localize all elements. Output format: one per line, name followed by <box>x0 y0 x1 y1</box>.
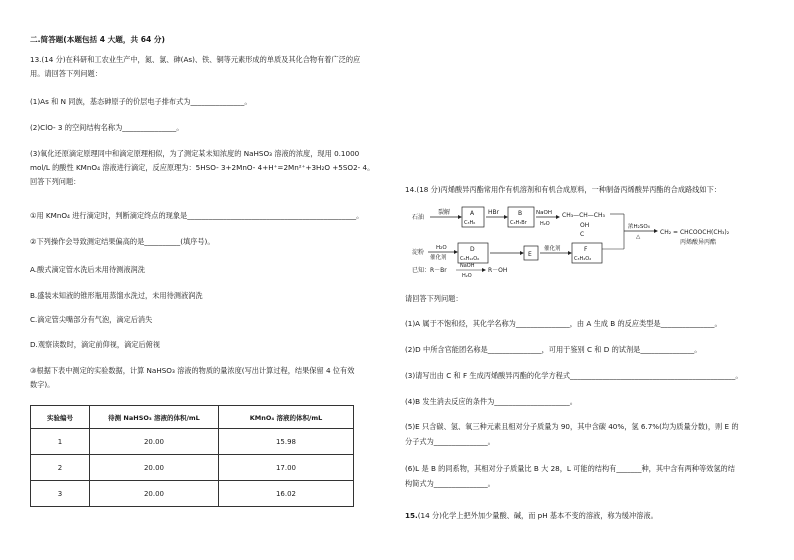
table-header-cell: 实验编号 <box>31 406 90 429</box>
isopropanol-formula: CH₃—CH—CH₃ <box>562 212 605 219</box>
q13-sub2: ②下列操作会导致测定结果偏高的是__________(填序号)。 <box>30 237 215 246</box>
scheme-shiyou: 石油 <box>412 214 425 221</box>
scheme-conc-h2so4: 浓H₂SO₄ <box>628 224 650 230</box>
q13-sub3-line2: 数字)。 <box>30 380 55 389</box>
scheme-starch: 淀粉 <box>412 249 425 256</box>
scheme-arrowhead <box>482 268 486 272</box>
scheme-naoh-cond: H₂O <box>540 221 550 227</box>
box-f-label: F <box>584 246 588 253</box>
titration-data-table <box>30 405 354 507</box>
box-b-label: B <box>518 210 523 217</box>
q13-part3-line2: mol/L 的酸性 KMnO₄ 溶液进行滴定，反应原理为：5HSO- 3+2MnO- 4+H⁺=2Mn²⁺+3H₂O +5SO2- 4。 <box>30 163 375 172</box>
box-f-formula: C₃H₄O₂ <box>574 256 592 262</box>
compound-c-label: C <box>580 231 585 238</box>
table-cell: 2 <box>31 455 90 481</box>
box-d-label: D <box>470 246 475 253</box>
table-header-cell: KMnO₄ 溶液的体积/mL <box>219 406 354 429</box>
table-cell: 1 <box>31 429 90 455</box>
q14-part1: (1)A 属于不饱和烃，其化学名称为_______________，由 A 生成 B 的反应类型是_______________。 <box>405 319 722 328</box>
q13-option-a: A.酸式滴定管水洗后未用待测液润洗 <box>30 265 145 274</box>
isopropanol-oh: OH <box>580 222 590 229</box>
known-cond-bottom: H₂O <box>462 273 472 279</box>
q14-part5-line1: (5)E 只含碳、氢、氧三种元素且相对分子质量为 90，其中含碳 40%，氢 6.7%(均为质量分数)，则 E 的 <box>405 422 739 431</box>
q14-part4: (4)B 发生消去反应的条件为_____________________。 <box>405 397 577 406</box>
scheme-arrowhead <box>458 215 462 219</box>
box-b-formula: C₃H₇Br <box>510 220 527 226</box>
synthesis-route-diagram <box>410 203 770 283</box>
q14-part6-line1: (6)L 是 B 的同系物，其相对分子质量比 B 大 28，L 可能的结构有_______种，其中含有两种等效氢的结 <box>405 464 735 473</box>
scheme-arrowhead <box>654 229 658 233</box>
table-cell: 15.98 <box>219 429 354 455</box>
scheme-arrowhead <box>556 215 560 219</box>
scheme-arrowhead <box>454 250 458 254</box>
scheme-h2o: H₂O <box>436 245 447 251</box>
scheme-heat: △ <box>636 234 641 240</box>
table-row <box>31 455 354 481</box>
scheme-arrowhead <box>504 215 508 219</box>
q14-part6-line2: 构简式为_______________。 <box>405 479 495 488</box>
table-row <box>31 429 354 455</box>
table-header-cell: 待测 NaHSO₃ 溶液的体积/mL <box>90 406 219 429</box>
table-cell: 20.00 <box>90 455 219 481</box>
box-a-label: A <box>470 210 475 217</box>
table-cell: 17.00 <box>219 455 354 481</box>
q14-part5-line2: 分子式为_______________。 <box>405 437 495 446</box>
scheme-catalyst: 催化剂 <box>430 255 447 261</box>
box-e-label: E <box>528 251 532 258</box>
q13-sub3-line1: ③根据下表中测定的实验数据，计算 NaHSO₃ 溶液的物质的量浓度(写出计算过程，结果保留 4 位有效 <box>30 366 355 375</box>
q14-part2: (2)D 中所含官能团名称是_______________，可用于鉴别 C 和 D 的试剂是_______________。 <box>405 345 702 354</box>
q14-part3: (3)请写出由 C 和 F 生成丙烯酸异丙酯的化学方程式______________________________________________。 <box>405 371 743 380</box>
q13-part1: (1)As 和 N 同族，基态砷原子的价层电子排布式为_______________。 <box>30 97 252 106</box>
q15-text: (14 分)化学上把外加少量酸、碱，而 pH 基本不变的溶液，称为缓冲溶液。 <box>417 511 658 520</box>
box-d-formula: C₆H₁₂O₆ <box>460 256 480 262</box>
table-header-row <box>31 406 354 429</box>
q15-intro <box>405 510 658 521</box>
q13-part3-line1: (3)氧化还原滴定原理同中和滴定原理相似，为了测定某未知浓度的 NaHSO₃ 溶液的浓度，现用 0.1000 <box>30 149 360 158</box>
q13-intro-line2: 用。请回答下列问题： <box>30 69 102 78</box>
q13-sub1: ①用 KMnO₄ 进行滴定时，判断滴定终点的现象是_______________________________________________。 <box>30 211 364 220</box>
product-formula: CH₂ = CHCOOCH(CH₃)₂ <box>660 229 730 236</box>
q13-option-d: D.观察读数时，滴定前仰视，滴定后俯视 <box>30 340 161 349</box>
section-heading: 二.简答题(本题包括 4 大题，共 64 分) <box>30 35 165 44</box>
q13-part2: (2)ClO- 3 的空间结构名称为_______________。 <box>30 123 184 132</box>
scheme-naoh: NaOH <box>536 210 552 216</box>
table-cell: 20.00 <box>90 481 219 507</box>
scheme-catalyst2: 催化剂 <box>544 246 561 252</box>
q14-intro: 14.(18 分)丙烯酸异丙酯常用作有机溶剂和有机合成原料，一种制备丙烯酸异丙酯的合成路线如下： <box>405 185 721 194</box>
scheme-crack: 裂解 <box>438 209 451 216</box>
known-cond-top: NaOH <box>460 263 475 269</box>
scheme-hbr: HBr <box>488 209 500 216</box>
q13-option-c: C.滴定管尖嘴部分有气泡，滴定后消失 <box>30 315 153 324</box>
q14-prompt: 请回答下列问题： <box>405 294 463 303</box>
table-cell: 20.00 <box>90 429 219 455</box>
scheme-arrowhead <box>568 251 572 255</box>
known-product: R－OH <box>488 267 508 274</box>
table-row <box>31 481 354 507</box>
table-cell: 3 <box>31 481 90 507</box>
box-a-formula: C₃H₆ <box>464 220 476 226</box>
q13-intro-line1: 13.(14 分)在科研和工农业生产中，氮、氯、砷(As)、铁、铜等元素形成的单质及其化合物有着广泛的应 <box>30 55 361 64</box>
q13-option-b: B.盛装未知液的锥形瓶用蒸馏水洗过，未用待测液润洗 <box>30 291 203 300</box>
scheme-arrowhead <box>520 251 524 255</box>
q13-part3-line3: 回答下列问题： <box>30 177 81 186</box>
known-reaction: 已知：R－Br <box>412 267 447 274</box>
product-name: 丙烯酸异丙酯 <box>680 239 717 246</box>
table-cell: 16.02 <box>219 481 354 507</box>
q15-label: 15. <box>405 511 418 520</box>
